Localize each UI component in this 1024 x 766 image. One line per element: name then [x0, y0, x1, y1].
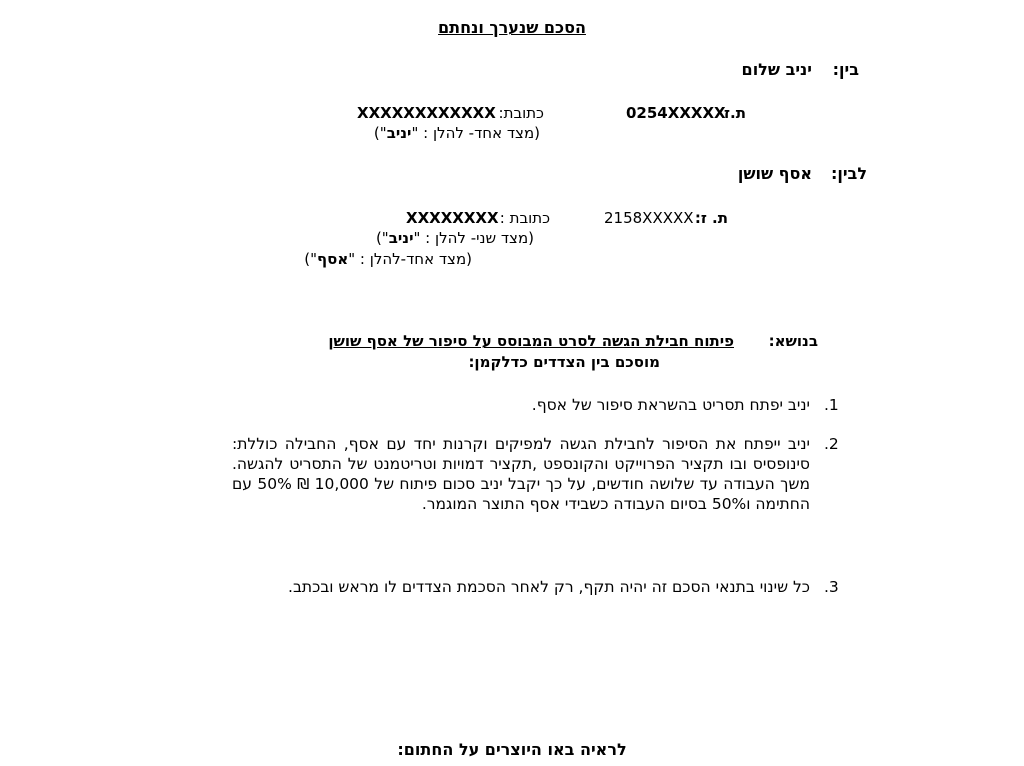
clause-1-number: .1 [824, 396, 839, 414]
party1-between-label: בין: [832, 60, 859, 79]
party2-note1-prefix: (מצד שני- להלן : " [413, 229, 534, 247]
subject-label: בנושא: [768, 332, 818, 350]
party1-id-label: ת.ז [724, 104, 746, 122]
party2-note-2 [304, 250, 472, 268]
signature-heading: לראיה באו היוצרים על החתום: [397, 740, 627, 759]
party2-name: אסף שושן [737, 164, 812, 183]
party2-note2-prefix: (מצד אחד-להלן : " [348, 250, 472, 268]
clause-3-text: כל שינוי בתנאי הסכם זה יהיה תקף, רק לאחר הסכמת הצדדים לו מראש ובכתב. [288, 578, 810, 596]
agreed-heading: מוסכם בין הצדדים כדלקמן: [468, 353, 660, 371]
party2-id-label: ת. ז: [694, 209, 728, 227]
party1-address-value: XXXXXXXXXXXX [357, 104, 496, 122]
clause-3-number: .3 [824, 578, 839, 596]
party2-address-label: כתובת : [499, 209, 550, 227]
party1-address-label: כתובת: [498, 104, 544, 122]
party2-note1-name: יניב [388, 229, 414, 247]
party2-note-1 [376, 229, 534, 247]
party2-address-value: XXXXXXXX [406, 209, 499, 227]
party2-between-label: לבין: [830, 164, 867, 183]
party2-note2-suffix: ") [304, 250, 317, 268]
party1-note-prefix: (מצד אחד- להלן : " [411, 124, 540, 142]
page-title: הסכם שנערך ונחתם [438, 18, 586, 37]
party2-note2-name: אסף [317, 250, 349, 268]
party1-id-value: 0254XXXXX [626, 104, 726, 122]
party1-note-suffix: ") [373, 124, 387, 142]
party2-note1-suffix: ") [375, 229, 389, 247]
party1-note-name: יניב [386, 124, 412, 142]
party1-note [374, 124, 540, 142]
clause-2-number: .2 [824, 435, 839, 453]
clause-1-text: יניב יפתח תסריט בהשראת סיפור של אסף. [531, 396, 810, 414]
subject-text: פיתוח חבילת הגשה לסרט המבוסס על סיפור של אסף שושן [328, 332, 734, 350]
clause-2-text: יניב ייפתח את הסיפור לחבילת הגשה למפיקים וקרנות יחד עם אסף, החבילה כוללת: סינופסיס ובו תקציר הפרוייקט והקונספט ,תקציר דמויות וטריטמנט של התסריט להגשה. משך העבודה עד שלושה חודשים, על כך יקבל יניב סכום פיתוח של 10,000 ₪ 50% עם החתימה ו50% בסיום העבודה כשבידי אסף התוצר המוגמר. [232, 435, 810, 513]
party1-name: יניב שלום [741, 60, 812, 79]
party2-id-value: 2158XXXXX [604, 209, 694, 227]
